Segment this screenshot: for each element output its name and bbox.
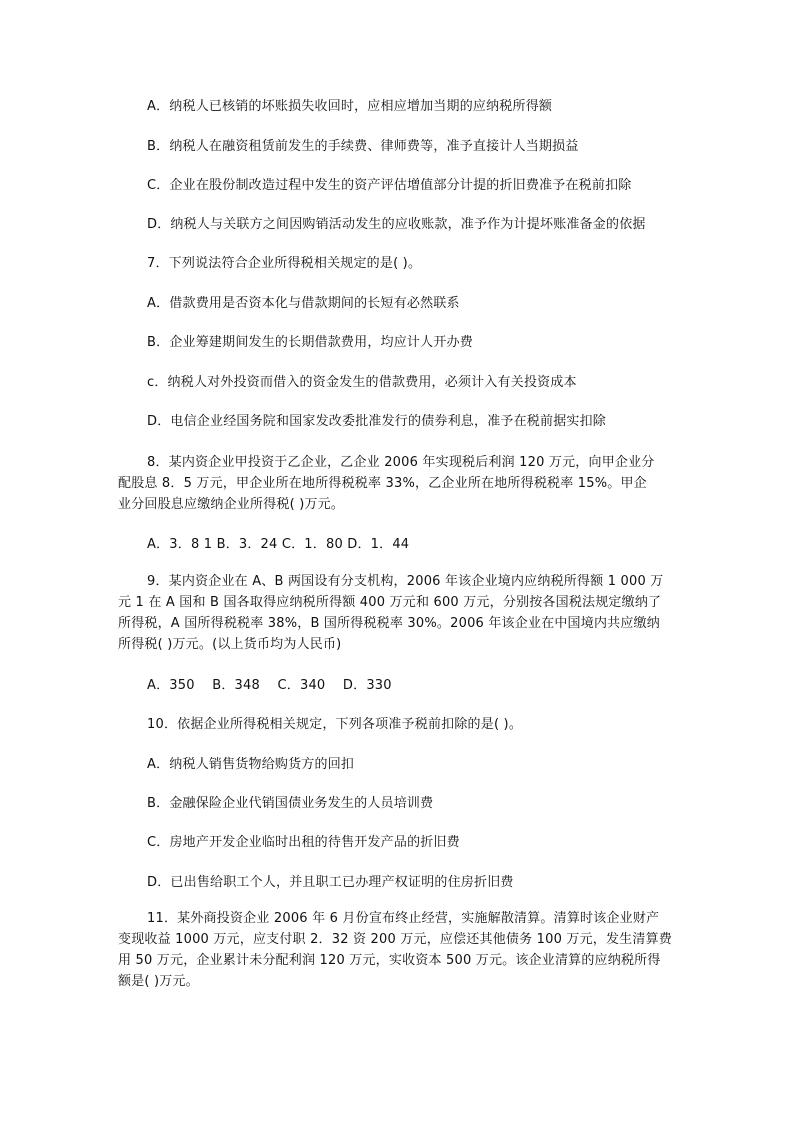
q7-option-a: A．借款费用是否资本化与借款期间的长短有必然联系: [147, 296, 460, 311]
q8-options: A．3．8 1 B．3．24 C．1．80 D．1．44: [147, 537, 410, 552]
q10-stem: 10．依据企业所得税相关规定，下列各项准予税前扣除的是( )。: [147, 717, 523, 732]
q8-line-1: 8．某内资企业甲投资于乙企业，乙企业 2006 年实现税后利润 120 万元，向甲企业分: [147, 455, 655, 470]
q11-line-2: 变现收益 1000 万元，应支付职 2．32 资 200 万元，应偿还其他债务 100 万元，发生清算费: [118, 932, 672, 947]
q10-option-b: B．金融保险企业代销国债业务发生的人员培训费: [147, 796, 434, 811]
q11-line-1: 11．某外商投资企业 2006 年 6 月份宣布终止经营，实施解散清算。清算时该企业财产: [147, 911, 660, 926]
q9-line-3: 所得税，A 国所得税税率 38%，B 国所得税税率 30%。2006 年该企业在中国境内共应缴纳: [118, 616, 660, 631]
q11-stem: [118, 908, 678, 992]
q10-option-d: D．已出售给职工个人，并且职工已办理产权证明的住房折旧费: [147, 875, 514, 890]
q7-option-b: B．企业筹建期间发生的长期借款费用，均应计人开办费: [147, 335, 473, 350]
q11-line-4: 额是( )万元。: [118, 974, 199, 989]
q9-line-4: 所得税( )万元。(以上货币均为人民币): [118, 637, 342, 652]
q6-option-b: B．纳税人在融资租赁前发生的手续费、律师费等，准予直接计人当期损益: [147, 139, 579, 154]
q6-option-a: A．纳税人已核销的坏账损失收回时，应相应增加当期的应纳税所得额: [147, 99, 553, 114]
q9-line-1: 9．某内资企业在 A、B 两国设有分支机构，2006 年该企业境内应纳税所得额 1 000 万: [147, 574, 664, 589]
q7-option-c: c．纳税人对外投资而借入的资金发生的借款费用，必须计入有关投资成本: [147, 375, 577, 390]
q7-stem: 7．下列说法符合企业所得税相关规定的是( )。: [147, 256, 422, 271]
q7-option-d: D．电信企业经国务院和国家发改委批准发行的债券利息，准予在税前据实扣除: [147, 414, 607, 429]
q10-option-c: C．房地产开发企业临时出租的待售开发产品的折旧费: [147, 835, 460, 850]
q8-line-2: 配股息 8．5 万元，甲企业所在地所得税税率 33%，乙企业所在地所得税税率 15%。甲企: [118, 476, 647, 491]
q6-option-c: C．企业在股份制改造过程中发生的资产评估增值部分计提的折旧费准予在税前扣除: [147, 178, 632, 193]
q9-options: A．350 B．348 C．340 D．330: [147, 678, 392, 693]
q9-line-2: 元 1 在 A 国和 B 国各取得应纳税所得额 400 万元和 600 万元，分别按各国税法规定缴纳了: [118, 595, 662, 610]
q11-line-3: 用 50 万元，企业累计未分配利润 120 万元，实收资本 500 万元。该企业清算的应纳税所得: [118, 953, 661, 968]
q6-option-d: D．纳税人与关联方之间因购销活动发生的应收账款，准予作为计提坏账准备金的依据: [147, 217, 646, 232]
q8-stem: [118, 452, 678, 515]
q10-option-a: A．纳税人销售货物给购货方的回扣: [147, 757, 355, 772]
q9-stem: [118, 571, 678, 655]
q8-line-3: 业分回股息应缴纳企业所得税( )万元。: [118, 497, 345, 512]
